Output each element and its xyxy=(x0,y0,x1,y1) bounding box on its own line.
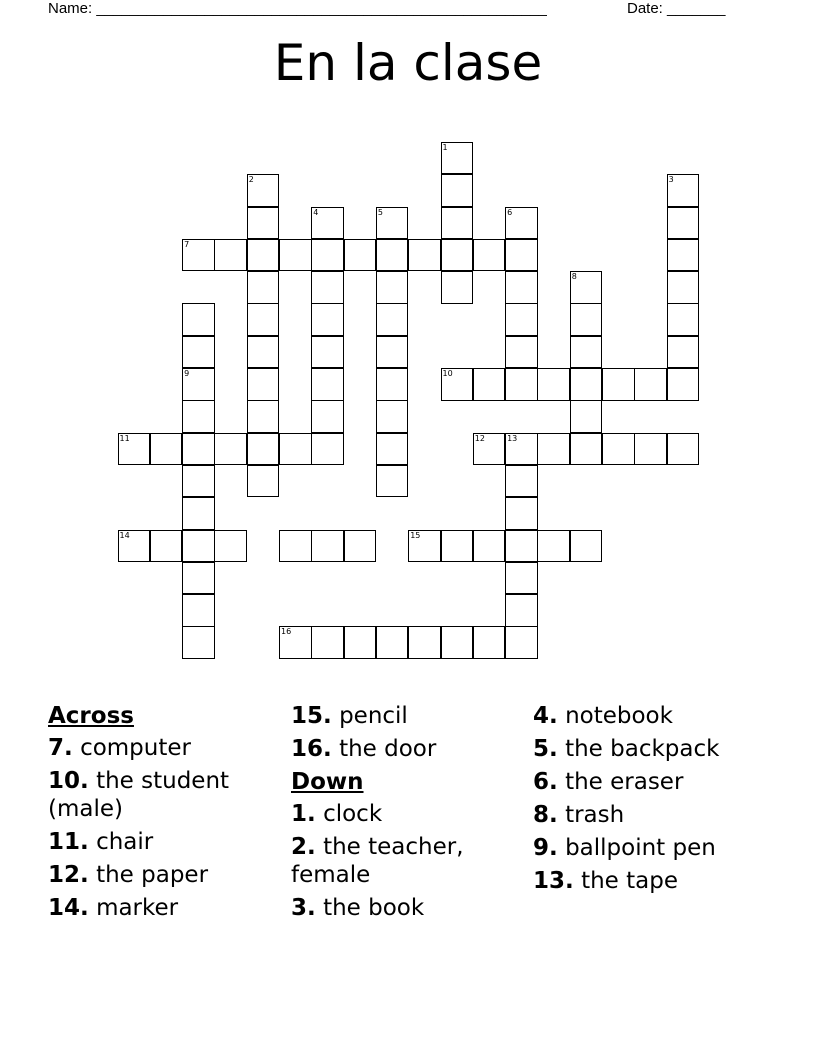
grid-cell[interactable] xyxy=(570,433,603,466)
grid-cell[interactable] xyxy=(408,530,441,563)
grid-cell[interactable] xyxy=(537,368,570,401)
grid-cell[interactable] xyxy=(182,239,215,272)
grid-cell[interactable] xyxy=(537,433,570,466)
clue-number: 6 xyxy=(507,207,513,217)
grid-cell[interactable] xyxy=(376,271,409,304)
grid-cell[interactable] xyxy=(667,207,700,240)
grid-cell[interactable] xyxy=(505,562,538,595)
grid-cell[interactable] xyxy=(311,433,344,466)
grid-cell[interactable] xyxy=(311,530,344,563)
grid-cell[interactable] xyxy=(279,433,312,466)
grid-cell[interactable] xyxy=(344,530,377,563)
grid-cell[interactable] xyxy=(118,530,151,563)
grid-cell[interactable] xyxy=(279,530,312,563)
grid-cell[interactable] xyxy=(279,239,312,272)
grid-cell[interactable] xyxy=(570,336,603,369)
clue-down-9: 9. ballpoint pen xyxy=(533,835,716,861)
grid-cell[interactable] xyxy=(570,400,603,433)
grid-cell[interactable] xyxy=(247,368,280,401)
grid-cell[interactable] xyxy=(505,433,538,466)
grid-cell[interactable] xyxy=(376,368,409,401)
clue-number: 4 xyxy=(313,207,319,217)
puzzle-title: En la clase xyxy=(273,34,543,92)
grid-cell[interactable] xyxy=(441,626,474,659)
clue-number: 13 xyxy=(507,433,518,443)
grid-cell[interactable] xyxy=(376,336,409,369)
grid-cell[interactable] xyxy=(182,530,215,563)
clue-number: 8 xyxy=(571,272,577,282)
grid-cell[interactable] xyxy=(182,626,215,659)
grid-cell[interactable] xyxy=(311,626,344,659)
clue-number: 14 xyxy=(119,530,130,540)
grid-cell[interactable] xyxy=(182,303,215,336)
down-heading: Down xyxy=(291,769,364,795)
clue-down-4: 4. notebook xyxy=(533,703,673,729)
grid-cell[interactable] xyxy=(667,303,700,336)
grid-cell[interactable] xyxy=(182,336,215,369)
clue-number: 10 xyxy=(442,369,453,378)
grid-cell[interactable] xyxy=(473,626,506,659)
grid-cell[interactable] xyxy=(602,368,635,401)
grid-cell[interactable] xyxy=(311,368,344,401)
clue-down-1: 1. clock xyxy=(291,801,383,827)
clue-number: 11 xyxy=(119,433,130,443)
grid-cell[interactable] xyxy=(376,303,409,336)
grid-cell[interactable] xyxy=(505,530,538,563)
clue-across-15: 15. pencil xyxy=(291,703,408,729)
clue-number: 1 xyxy=(442,142,448,152)
clue-across-11: 11. chair xyxy=(48,829,154,855)
clue-number: 15 xyxy=(410,530,421,540)
grid-cell[interactable] xyxy=(247,174,280,207)
grid-cell[interactable] xyxy=(505,207,538,240)
grid-cell[interactable] xyxy=(182,368,215,401)
grid-cell[interactable] xyxy=(473,368,506,401)
grid-cell[interactable] xyxy=(441,271,474,304)
clue-across-16: 16. the door xyxy=(291,736,437,762)
grid-cell[interactable] xyxy=(279,626,312,659)
grid-cell[interactable] xyxy=(182,562,215,595)
grid-cell[interactable] xyxy=(247,336,280,369)
clue-across-14: 14. marker xyxy=(48,895,179,921)
grid-cell[interactable] xyxy=(602,433,635,466)
grid-cell[interactable] xyxy=(441,174,474,207)
grid-cell[interactable] xyxy=(247,465,280,498)
grid-cell[interactable] xyxy=(634,433,667,466)
grid-cell[interactable] xyxy=(247,271,280,304)
grid-cell[interactable] xyxy=(376,465,409,498)
across-heading: Across xyxy=(48,703,134,729)
grid-cell[interactable] xyxy=(441,239,474,272)
grid-cell[interactable] xyxy=(473,530,506,563)
date-field-label: Date: _______ xyxy=(627,0,726,17)
grid-cell[interactable] xyxy=(311,271,344,304)
grid-cell[interactable] xyxy=(570,271,603,304)
grid-cell[interactable] xyxy=(150,530,183,563)
grid-cell[interactable] xyxy=(311,207,344,240)
grid-cell[interactable] xyxy=(344,626,377,659)
clue-down-5: 5. the backpack xyxy=(533,736,720,762)
grid-cell[interactable] xyxy=(667,239,700,272)
clue-column-3 xyxy=(533,702,765,900)
clue-down-6: 6. the eraser xyxy=(533,769,684,795)
clue-number: 7 xyxy=(184,239,190,249)
grid-cell[interactable] xyxy=(118,433,151,466)
clue-number: 12 xyxy=(474,433,485,443)
grid-cell[interactable] xyxy=(247,400,280,433)
grid-cell[interactable] xyxy=(344,239,377,272)
grid-cell[interactable] xyxy=(505,497,538,530)
grid-cell[interactable] xyxy=(667,271,700,304)
grid-cell[interactable] xyxy=(214,239,247,272)
clue-across-12: 12. the paper xyxy=(48,862,209,888)
clue-across-7: 7. computer xyxy=(48,735,191,761)
clue-number: 5 xyxy=(377,207,383,217)
grid-cell[interactable] xyxy=(247,303,280,336)
grid-cell[interactable] xyxy=(376,207,409,240)
grid-cell[interactable] xyxy=(182,594,215,627)
grid-cell[interactable] xyxy=(473,433,506,466)
grid-cell[interactable] xyxy=(570,530,603,563)
grid-cell[interactable] xyxy=(505,465,538,498)
grid-cell[interactable] xyxy=(441,142,474,175)
grid-cell[interactable] xyxy=(505,368,538,401)
grid-cell[interactable] xyxy=(247,207,280,240)
clue-number: 16 xyxy=(281,627,292,637)
clue-down-8: 8. trash xyxy=(533,802,625,828)
grid-cell[interactable] xyxy=(311,303,344,336)
grid-cell[interactable] xyxy=(473,239,506,272)
clue-down-2: 2. the teacher, female xyxy=(291,834,464,888)
clue-column-2 xyxy=(291,702,523,927)
grid-cell[interactable] xyxy=(214,433,247,466)
grid-cell[interactable] xyxy=(505,303,538,336)
clue-across-10: 10. the student (male) xyxy=(48,768,230,822)
clue-number: 2 xyxy=(248,175,254,185)
grid-cell[interactable] xyxy=(182,433,215,466)
grid-cell[interactable] xyxy=(182,497,215,530)
name-field-label: Name: ______________________________________________________ xyxy=(48,0,547,17)
clue-down-3: 3. the book xyxy=(291,895,425,921)
grid-cell[interactable] xyxy=(214,530,247,563)
grid-cell[interactable] xyxy=(505,336,538,369)
grid-cell[interactable] xyxy=(311,239,344,272)
grid-cell[interactable] xyxy=(247,433,280,466)
grid-cell[interactable] xyxy=(182,465,215,498)
grid-cell[interactable] xyxy=(408,626,441,659)
grid-cell[interactable] xyxy=(667,368,700,401)
grid-cell[interactable] xyxy=(634,368,667,401)
clue-number: 9 xyxy=(184,369,190,378)
grid-cell[interactable] xyxy=(570,368,603,401)
grid-cell[interactable] xyxy=(247,239,280,272)
grid-cell[interactable] xyxy=(505,239,538,272)
grid-cell[interactable] xyxy=(150,433,183,466)
grid-cell[interactable] xyxy=(441,207,474,240)
grid-cell[interactable] xyxy=(441,368,474,401)
grid-cell[interactable] xyxy=(376,626,409,659)
grid-cell[interactable] xyxy=(667,433,700,466)
grid-cell[interactable] xyxy=(505,271,538,304)
grid-cell[interactable] xyxy=(376,239,409,272)
grid-cell[interactable] xyxy=(505,594,538,627)
grid-cell[interactable] xyxy=(537,530,570,563)
grid-cell[interactable] xyxy=(311,336,344,369)
clue-down-13: 13. the tape xyxy=(533,868,678,894)
grid-cell[interactable] xyxy=(505,626,538,659)
grid-cell[interactable] xyxy=(376,400,409,433)
grid-cell[interactable] xyxy=(570,303,603,336)
grid-cell[interactable] xyxy=(667,336,700,369)
clue-number: 3 xyxy=(668,175,674,185)
grid-cell[interactable] xyxy=(441,530,474,563)
grid-cell[interactable] xyxy=(667,174,700,207)
grid-cell[interactable] xyxy=(376,433,409,466)
grid-cell[interactable] xyxy=(408,239,441,272)
clue-column-1 xyxy=(48,702,280,927)
grid-cell[interactable] xyxy=(182,400,215,433)
grid-cell[interactable] xyxy=(311,400,344,433)
